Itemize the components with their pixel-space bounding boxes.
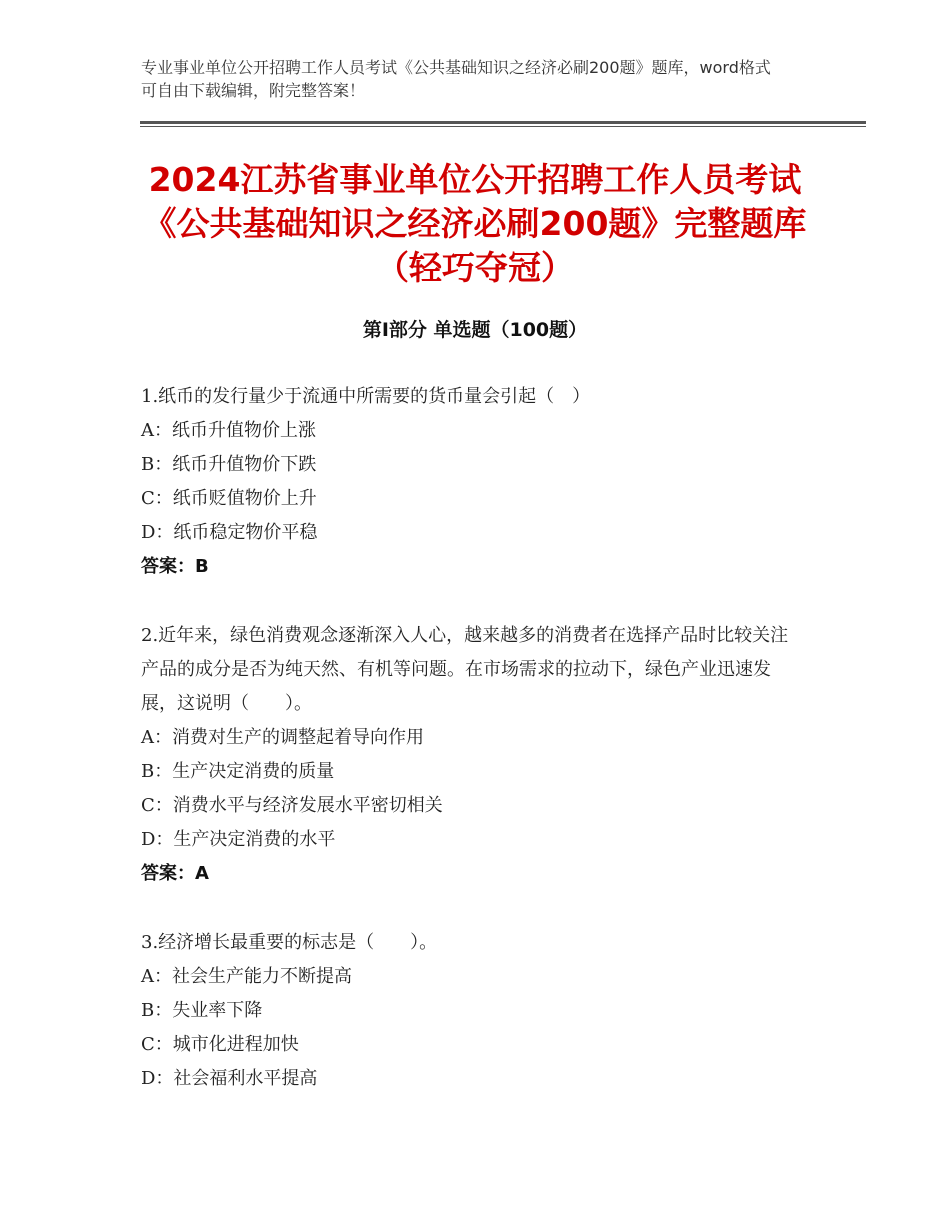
option-c: C：消费水平与经济发展水平密切相关 <box>141 795 443 816</box>
question-stem: 1.纸币的发行量少于流通中所需要的货币量会引起（ ） <box>141 386 591 407</box>
option-d: D：社会福利水平提高 <box>141 1068 318 1089</box>
question-stem: 3.经济增长最重要的标志是（ ）。 <box>141 932 438 953</box>
option-d: D：纸币稳定物价平稳 <box>141 522 318 543</box>
answer-key: 答案：B <box>141 556 209 577</box>
question-1 <box>141 380 801 584</box>
answer-key: 答案：A <box>141 863 209 884</box>
option-d: D：生产决定消费的水平 <box>141 829 336 850</box>
option-b: B：纸币升值物价下跌 <box>141 454 317 475</box>
header-divider-thin <box>140 126 866 127</box>
option-b: B：生产决定消费的质量 <box>141 761 335 782</box>
option-c: C：城市化进程加快 <box>141 1034 299 1055</box>
question-3 <box>141 926 801 1096</box>
option-c: C：纸币贬值物价上升 <box>141 488 317 509</box>
section-title: 第Ⅰ部分 单选题（100题） <box>362 319 588 341</box>
question-2 <box>141 619 801 891</box>
option-a: A：消费对生产的调整起着导向作用 <box>141 727 424 748</box>
option-b: B：失业率下降 <box>141 1000 263 1021</box>
question-stem: 2.近年来，绿色消费观念逐渐深入人心，越来越多的消费者在选择产品时比较关注产品的成分是否为纯天然、有机等问题。在市场需求的拉动下，绿色产业迅速发展，这说明（ ）。 <box>141 625 789 714</box>
option-a: A：社会生产能力不断提高 <box>141 966 352 987</box>
option-a: A：纸币升值物价上涨 <box>141 420 316 441</box>
document-title: 2024江苏省事业单位公开招聘工作人员考试《公共基础知识之经济必刷200题》完整题库（轻巧夺冠） <box>143 160 807 287</box>
header-divider-thick <box>140 121 866 124</box>
document-header-note: 专业事业单位公开招聘工作人员考试《公共基础知识之经济必刷200题》题库，word格式可自由下载编辑，附完整答案！ <box>141 58 771 100</box>
